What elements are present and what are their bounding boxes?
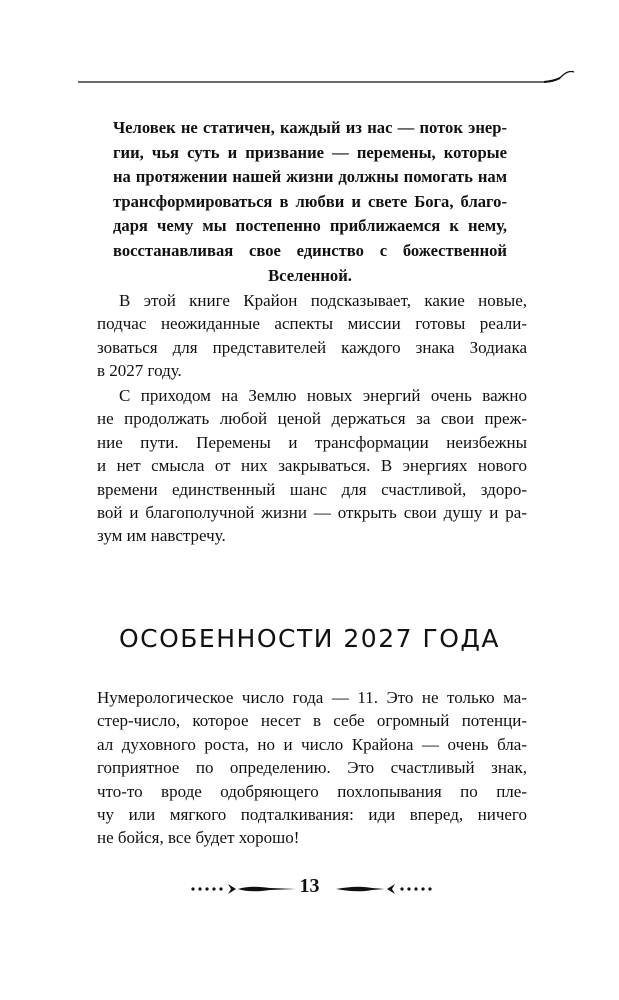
paragraph-line: чу или мягкого подталкивания: иди вперед, ничего bbox=[97, 805, 527, 825]
quote-line: даря чему мы постепенно приближаемся к нему, bbox=[113, 216, 507, 236]
paragraph-line: в 2027 году. bbox=[97, 361, 182, 381]
paragraph-line: ние пути. Перемены и трансформации неизбежны bbox=[97, 432, 527, 452]
header-divider bbox=[78, 62, 578, 92]
paragraph-line: не бойся, все будет хорошо! bbox=[97, 828, 300, 848]
paragraph-line: В этой книге Крайон подсказывает, какие новые, bbox=[119, 291, 527, 310]
paragraph-line: времени единственный шанс для счастливой, здоро- bbox=[97, 479, 527, 499]
quote-line: Человек не статичен, каждый из нас — поток энер- bbox=[113, 118, 507, 137]
quote-line: восстанавливая свое единство с божественной bbox=[113, 240, 507, 260]
paragraph-line: Нумерологическое число года — 11. Это не только ма- bbox=[97, 688, 527, 707]
paragraph-line: вой и благополучной жизни — открыть свои душу и ра- bbox=[97, 503, 527, 523]
paragraph-line: С приходом на Землю новых энергий очень важно bbox=[119, 386, 527, 405]
body-paragraph-2 bbox=[97, 384, 527, 548]
paragraph-line: и нет смысла от них закрываться. В энергиях нового bbox=[97, 456, 527, 476]
body-paragraph-1 bbox=[97, 289, 527, 383]
epigraph-quote bbox=[113, 116, 507, 288]
paragraph-line: зум им навстречу. bbox=[97, 526, 226, 546]
page-number: 13 bbox=[299, 875, 320, 897]
paragraph-line: гоприятное по определению. Это счастливый знак, bbox=[97, 758, 527, 778]
paragraph-line: не продолжать любой ценой держаться за свои преж- bbox=[97, 409, 527, 429]
paragraph-line: что-то вроде одобряющего похлопывания по пле- bbox=[97, 781, 527, 801]
paragraph-line: подчас неожиданные аспекты миссии готовы реали- bbox=[97, 314, 527, 334]
paragraph-line: ал духовного роста, но и число Крайона — очень бла- bbox=[97, 734, 527, 754]
paragraph-line: зоваться для представителей каждого знака Зодиака bbox=[97, 337, 527, 357]
quote-line: Вселенной. bbox=[268, 265, 352, 285]
section-paragraph bbox=[97, 686, 527, 850]
section-heading: ОСОБЕННОСТИ 2027 ГОДА bbox=[118, 624, 501, 653]
quote-line: трансформироваться в любви и свете Бога, благо- bbox=[113, 191, 507, 211]
quote-line: на протяжении нашей жизни должны помогать нам bbox=[113, 167, 507, 187]
quote-line: гии, чья суть и призвание — перемены, которые bbox=[113, 142, 507, 162]
paragraph-line: стер-число, которое несет в себе огромный потенци- bbox=[97, 711, 527, 731]
